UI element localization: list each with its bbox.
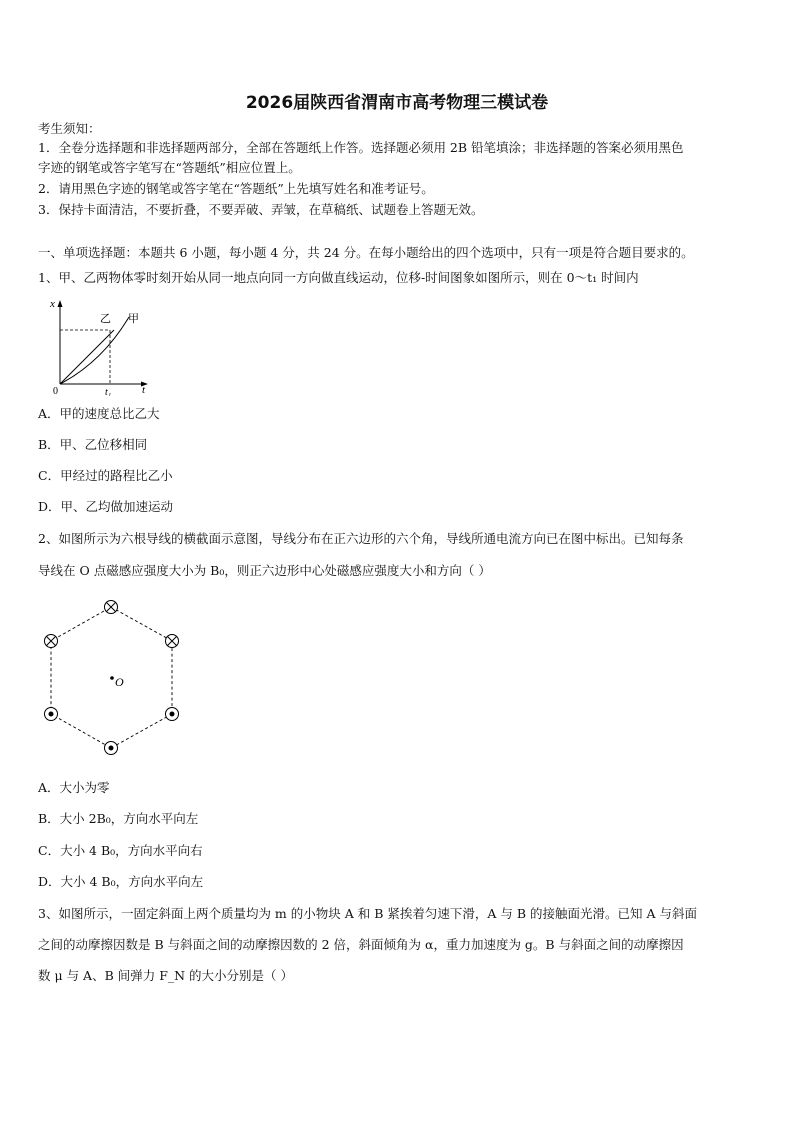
q1-stem: 1、甲、乙两物体零时刻开始从同一地点向同一方向做直线运动，位移-时间图象如图所示，则在 0～t₁ 时间内 <box>38 270 639 285</box>
q3-stem-line: 之间的动摩擦因数是 B 与斜面之间的动摩擦因数的 2 倍，斜面倾角为 α，重力加速度为 g。B 与斜面之间的动摩擦因 <box>38 937 684 952</box>
wire-into-page-icon <box>45 635 58 648</box>
page-title: 2026届陕西省渭南市高考物理三模试卷 <box>245 93 549 113</box>
q2-option-d: D．大小 4 B₀，方向水平向左 <box>38 874 204 889</box>
q2-option-b: B．大小 2B₀，方向水平向左 <box>38 811 199 826</box>
t1-tick-label: t₁ <box>105 387 112 396</box>
q1-option-b: B．甲、乙位移相同 <box>38 437 148 452</box>
q1-option-c: C．甲经过的路程比乙小 <box>38 468 173 483</box>
q1-option-a: A．甲的速度总比乙大 <box>38 406 160 421</box>
q3-stem-line: 数 μ 与 A、B 间弹力 F_N 的大小分别是（ ） <box>38 968 294 983</box>
curve-label-yi: 乙 <box>100 313 111 325</box>
q2-option-c: C．大小 4 B₀，方向水平向右 <box>38 843 203 858</box>
center-point <box>110 676 114 680</box>
section-heading: 一、单项选择题：本题共 6 小题，每小题 4 分，共 24 分。在每小题给出的四个选项中，只有一项是符合题目要求的。 <box>38 245 694 260</box>
wire-into-page-icon <box>105 601 118 614</box>
q2-stem-line2: 导线在 O 点磁感应强度大小为 B₀，则正六边形中心处磁感应强度大小和方向（ ） <box>38 563 491 578</box>
wire-out-of-page-icon <box>105 742 118 755</box>
curve-label-jia: 甲 <box>128 313 139 325</box>
wire-out-of-page-icon <box>45 708 58 721</box>
q1-xt-graph <box>44 292 154 396</box>
notice-item: 字迹的钢笔或答字笔写在“答题纸”相应位置上。 <box>38 160 301 175</box>
notice-item: 1．全卷分选择题和非选择题两部分，全部在答题纸上作答。选择题必须用 2B 铅笔填涂；非选择题的答案必须用黑色 <box>38 140 684 155</box>
y-axis-label: x <box>50 298 55 310</box>
q2-stem-line1: 2、如图所示为六根导线的横截面示意图，导线分布在正六边形的六个角，导线所通电流方向已在图中标出。已知每条 <box>38 531 684 546</box>
q1-option-d: D．甲、乙均做加速运动 <box>38 499 174 514</box>
origin-label: 0 <box>53 386 58 396</box>
q3-stem-line: 3、如图所示，一固定斜面上两个质量均为 m 的小物块 A 和 B 紧挨着匀速下滑，A 与 B 的接触面光滑。已知 A 与斜面 <box>38 906 697 921</box>
q2-option-a: A．大小为零 <box>38 780 110 795</box>
wire-out-of-page-icon <box>166 708 179 721</box>
notice-item: 2．请用黑色字迹的钢笔或答字笔在“答题纸”上先填写姓名和准考证号。 <box>38 181 434 196</box>
notice-heading: 考生须知： <box>38 121 101 136</box>
notice-item: 3．保持卡面清洁，不要折叠，不要弄破、弄皱，在草稿纸、试题卷上答题无效。 <box>38 202 484 217</box>
x-axis-label: t <box>142 384 146 396</box>
q2-hexagon-wires-figure <box>38 595 188 760</box>
center-label: O <box>115 675 124 689</box>
wire-into-page-icon <box>166 635 179 648</box>
